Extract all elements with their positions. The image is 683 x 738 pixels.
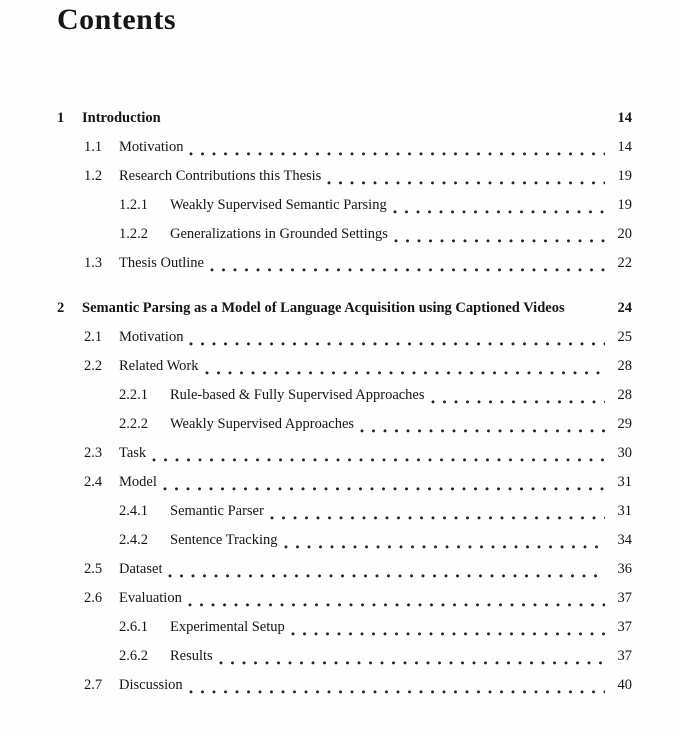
entry-label: Motivation bbox=[119, 139, 184, 155]
dot-leader bbox=[327, 162, 605, 191]
dot-leader bbox=[189, 671, 605, 700]
entry-page: 25 bbox=[617, 329, 632, 345]
entry-page: 37 bbox=[617, 590, 632, 606]
entry-number: 2.7 bbox=[84, 677, 103, 693]
toc-entry[interactable] bbox=[57, 410, 632, 439]
toc-entry[interactable] bbox=[57, 133, 632, 162]
dot-leader bbox=[394, 220, 605, 249]
entry-label: Sentence Tracking bbox=[170, 532, 278, 548]
entry-page: 19 bbox=[617, 197, 632, 213]
entry-page: 30 bbox=[617, 445, 632, 461]
dot-leader bbox=[571, 294, 605, 323]
entry-label: Introduction bbox=[82, 110, 161, 126]
dot-leader bbox=[189, 323, 605, 352]
entry-page: 29 bbox=[617, 416, 632, 432]
entry-label: Research Contributions this Thesis bbox=[119, 168, 322, 184]
toc-entry[interactable] bbox=[57, 439, 632, 468]
entry-number: 2.6.1 bbox=[119, 619, 148, 635]
entry-number: 2.4.1 bbox=[119, 503, 148, 519]
entry-number: 2.4 bbox=[84, 474, 103, 490]
toc-entry[interactable] bbox=[57, 468, 632, 497]
entry-label: Results bbox=[170, 648, 213, 664]
toc-entry[interactable] bbox=[57, 323, 632, 352]
entry-label: Experimental Setup bbox=[170, 619, 285, 635]
entry-number: 2.6.2 bbox=[119, 648, 148, 664]
entry-label: Weakly Supervised Semantic Parsing bbox=[170, 197, 387, 213]
toc-entry[interactable] bbox=[57, 162, 632, 191]
toc-entry[interactable] bbox=[57, 497, 632, 526]
entry-page: 19 bbox=[617, 168, 632, 184]
toc-entry[interactable] bbox=[57, 104, 632, 133]
entry-label: Rule-based & Fully Supervised Approaches bbox=[170, 387, 425, 403]
dot-leader bbox=[168, 555, 605, 584]
entry-page: 37 bbox=[617, 648, 632, 664]
toc-entry[interactable] bbox=[57, 555, 632, 584]
entry-label: Weakly Supervised Approaches bbox=[170, 416, 355, 432]
entry-number: 2.2.1 bbox=[119, 387, 148, 403]
entry-label: Task bbox=[119, 445, 147, 461]
table-of-contents bbox=[57, 104, 632, 700]
entry-label: Dataset bbox=[119, 561, 163, 577]
toc-entry[interactable] bbox=[57, 381, 632, 410]
toc-entry[interactable] bbox=[57, 642, 632, 671]
dot-leader bbox=[210, 249, 605, 278]
entry-label: Generalizations in Grounded Settings bbox=[170, 226, 388, 242]
entry-number: 2.1 bbox=[84, 329, 103, 345]
entry-page: 31 bbox=[617, 503, 632, 519]
entry-number: 2.6 bbox=[84, 590, 103, 606]
entry-number: 2.5 bbox=[84, 561, 103, 577]
dot-leader bbox=[205, 352, 605, 381]
dot-leader bbox=[219, 642, 605, 671]
entry-page: 14 bbox=[617, 110, 632, 126]
toc-entry[interactable] bbox=[57, 294, 632, 323]
entry-number: 1.2.2 bbox=[119, 226, 148, 242]
dot-leader bbox=[284, 526, 605, 555]
entry-page: 31 bbox=[617, 474, 632, 490]
entry-page: 37 bbox=[617, 619, 632, 635]
toc-entry[interactable] bbox=[57, 526, 632, 555]
dot-leader bbox=[393, 191, 605, 220]
entry-page: 24 bbox=[617, 300, 632, 316]
toc-entry[interactable] bbox=[57, 191, 632, 220]
entry-page: 20 bbox=[617, 226, 632, 242]
entry-number: 2 bbox=[57, 300, 65, 316]
dot-leader bbox=[270, 497, 605, 526]
entry-page: 40 bbox=[617, 677, 632, 693]
entry-page: 22 bbox=[617, 255, 632, 271]
toc-entry[interactable] bbox=[57, 584, 632, 613]
dot-leader bbox=[167, 104, 605, 133]
dot-leader bbox=[163, 468, 605, 497]
dot-leader bbox=[360, 410, 605, 439]
toc-entry[interactable] bbox=[57, 671, 632, 700]
entry-number: 2.3 bbox=[84, 445, 103, 461]
entry-label: Model bbox=[119, 474, 157, 490]
toc-entry[interactable] bbox=[57, 220, 632, 249]
toc-entry[interactable] bbox=[57, 613, 632, 642]
entry-label: Semantic Parser bbox=[170, 503, 264, 519]
entry-label: Thesis Outline bbox=[119, 255, 204, 271]
entry-number: 2.2.2 bbox=[119, 416, 148, 432]
entry-number: 1.2 bbox=[84, 168, 103, 184]
toc-entry[interactable] bbox=[57, 249, 632, 278]
dot-leader bbox=[188, 584, 605, 613]
entry-label: Related Work bbox=[119, 358, 199, 374]
entry-number: 2.4.2 bbox=[119, 532, 148, 548]
dot-leader bbox=[291, 613, 605, 642]
dot-leader bbox=[431, 381, 605, 410]
dot-leader bbox=[189, 133, 605, 162]
entry-label: Semantic Parsing as a Model of Language Acquisition using Captioned Videos bbox=[82, 300, 565, 316]
entry-page: 28 bbox=[617, 387, 632, 403]
entry-page: 36 bbox=[617, 561, 632, 577]
entry-label: Evaluation bbox=[119, 590, 182, 606]
toc-entry[interactable] bbox=[57, 352, 632, 381]
entry-page: 34 bbox=[617, 532, 632, 548]
entry-label: Discussion bbox=[119, 677, 183, 693]
entry-page: 14 bbox=[617, 139, 632, 155]
dot-leader bbox=[152, 439, 605, 468]
page-title: Contents bbox=[57, 3, 177, 36]
entry-label: Motivation bbox=[119, 329, 184, 345]
entry-number: 1 bbox=[57, 110, 65, 126]
entry-number: 1.3 bbox=[84, 255, 103, 271]
entry-number: 1.2.1 bbox=[119, 197, 148, 213]
entry-number: 1.1 bbox=[84, 139, 103, 155]
entry-number: 2.2 bbox=[84, 358, 103, 374]
entry-page: 28 bbox=[617, 358, 632, 374]
